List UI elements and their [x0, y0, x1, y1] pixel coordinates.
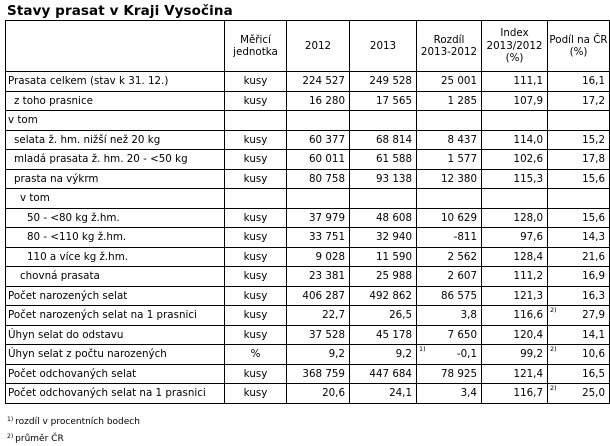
cell-share — [548, 286, 610, 306]
cell-index — [482, 325, 548, 345]
cell-difference-value: 7 650 — [448, 329, 477, 341]
table-row — [6, 169, 610, 189]
cell-2012 — [287, 111, 350, 131]
cell-difference — [417, 91, 482, 111]
cell-difference-value: 1 577 — [448, 153, 477, 165]
row-unit-value: kusy — [244, 251, 268, 263]
cell-difference-value: 12 380 — [441, 173, 477, 185]
row-label — [6, 267, 225, 287]
cell-index-value: 114,0 — [514, 134, 543, 146]
header-share: Podíl na ČR (%) — [548, 21, 610, 72]
row-label — [6, 208, 225, 228]
cell-index-value: 116,7 — [514, 387, 543, 399]
cell-share-value: 16,1 — [582, 75, 605, 87]
cell-index — [482, 228, 548, 248]
row-unit — [225, 286, 287, 306]
table-row — [6, 111, 610, 131]
cell-2013-value: 17 565 — [376, 95, 412, 107]
cell-share-value: 10,6 — [582, 348, 605, 360]
cell-share-value: 16,9 — [582, 270, 605, 282]
table-row — [6, 247, 610, 267]
row-unit-value: kusy — [244, 95, 268, 107]
cell-difference-value: -811 — [454, 231, 477, 243]
cell-difference — [417, 286, 482, 306]
cell-difference — [417, 130, 482, 150]
cell-index — [482, 286, 548, 306]
row-unit-value: kusy — [244, 387, 268, 399]
header-2012: 2012 — [287, 21, 350, 72]
row-label — [6, 364, 225, 384]
row-label-value: Počet odchovaných selat na 1 prasnici — [8, 387, 206, 399]
cell-2013-value: 93 138 — [376, 173, 412, 185]
row-label-value: Počet narozených selat — [8, 290, 127, 302]
table-row — [6, 267, 610, 287]
row-label-value: mladá prasata ž. hm. 20 - <50 kg — [14, 153, 188, 165]
cell-difference-value: 10 629 — [441, 212, 477, 224]
cell-difference-value: 3,4 — [461, 387, 477, 399]
cell-share-value: 16,5 — [582, 368, 605, 380]
header-difference: Rozdíl 2013-2012 — [417, 21, 482, 72]
cell-2013 — [350, 384, 417, 404]
row-unit-value: kusy — [244, 270, 268, 282]
footnote-1: $^{1)}$ rozdíl v procentních bodech — [7, 413, 140, 430]
row-label — [6, 247, 225, 267]
cell-2012 — [287, 384, 350, 404]
cell-2012-value: 22,7 — [322, 309, 345, 321]
cell-2013-value: 249 528 — [369, 75, 412, 87]
header-unit: Měřicí jednotka — [225, 21, 287, 72]
row-label — [6, 150, 225, 170]
row-label-value: v tom — [20, 192, 50, 204]
cell-share-value: 17,2 — [582, 95, 605, 107]
footnote-mark: 1) — [419, 346, 426, 353]
row-label-value: 50 - <80 kg ž.hm. — [27, 212, 120, 224]
footnotes — [7, 413, 140, 446]
cell-2013 — [350, 345, 417, 365]
cell-difference — [417, 150, 482, 170]
cell-share — [548, 130, 610, 150]
table-row — [6, 91, 610, 111]
cell-2013-value: 61 588 — [376, 153, 412, 165]
cell-index — [482, 247, 548, 267]
cell-difference — [417, 189, 482, 209]
cell-2013 — [350, 364, 417, 384]
table-row — [6, 364, 610, 384]
cell-index-value: 128,4 — [514, 251, 543, 263]
cell-2013-value: 9,2 — [396, 348, 412, 360]
cell-2013 — [350, 91, 417, 111]
cell-share — [548, 247, 610, 267]
cell-difference — [417, 325, 482, 345]
cell-index-value: 116,6 — [514, 309, 543, 321]
cell-difference-value: -0,1 — [457, 348, 477, 360]
cell-share — [548, 364, 610, 384]
cell-index — [482, 150, 548, 170]
row-unit — [225, 91, 287, 111]
row-label-value: z toho prasnice — [14, 95, 93, 107]
cell-share — [548, 150, 610, 170]
cell-index — [482, 130, 548, 150]
cell-2013-value: 68 814 — [376, 134, 412, 146]
cell-share — [548, 384, 610, 404]
cell-2012 — [287, 267, 350, 287]
row-unit — [225, 189, 287, 209]
cell-share — [548, 189, 610, 209]
cell-2012 — [287, 91, 350, 111]
row-unit — [225, 306, 287, 326]
cell-share-value: 15,6 — [582, 212, 605, 224]
table-row — [6, 384, 610, 404]
cell-index-value: 128,0 — [514, 212, 543, 224]
cell-2013-value: 492 862 — [369, 290, 412, 302]
cell-2013-value: 26,5 — [389, 309, 412, 321]
cell-difference — [417, 111, 482, 131]
cell-2012 — [287, 325, 350, 345]
footnote-mark: 2) — [550, 346, 557, 353]
cell-index — [482, 169, 548, 189]
cell-2012 — [287, 150, 350, 170]
cell-2012-value: 23 381 — [309, 270, 345, 282]
row-unit-value: kusy — [244, 212, 268, 224]
cell-share-value: 17,8 — [582, 153, 605, 165]
cell-2012 — [287, 306, 350, 326]
cell-index-value: 107,9 — [514, 95, 543, 107]
row-label — [6, 228, 225, 248]
cell-2012-value: 37 528 — [309, 329, 345, 341]
row-label — [6, 72, 225, 92]
cell-index — [482, 364, 548, 384]
row-label-value: Úhyn selat z počtu narozených — [8, 348, 167, 360]
row-unit — [225, 72, 287, 92]
cell-share — [548, 267, 610, 287]
row-unit-value: kusy — [244, 231, 268, 243]
cell-share-value: 25,0 — [582, 387, 605, 399]
row-unit-value: kusy — [244, 75, 268, 87]
row-label-value: Úhyn selat do odstavu — [8, 329, 123, 341]
row-unit — [225, 364, 287, 384]
cell-2012-value: 9 028 — [316, 251, 345, 263]
cell-2012-value: 37 979 — [309, 212, 345, 224]
cell-2012-value: 60 011 — [309, 153, 345, 165]
cell-2012-value: 20,6 — [322, 387, 345, 399]
row-label — [6, 345, 225, 365]
header-2013: 2013 — [350, 21, 417, 72]
row-label — [6, 169, 225, 189]
cell-difference — [417, 345, 482, 365]
cell-difference-value: 3,8 — [461, 309, 477, 321]
table-row — [6, 189, 610, 209]
row-label-value: v tom — [8, 114, 38, 126]
cell-share — [548, 111, 610, 131]
cell-share — [548, 169, 610, 189]
row-unit-value: kusy — [244, 309, 268, 321]
cell-2013 — [350, 325, 417, 345]
table-row — [6, 345, 610, 365]
cell-difference-value: 8 437 — [448, 134, 477, 146]
cell-share — [548, 72, 610, 92]
cell-2013-value: 24,1 — [389, 387, 412, 399]
cell-2012 — [287, 72, 350, 92]
row-unit-value: % — [251, 348, 261, 360]
row-label — [6, 111, 225, 131]
cell-index — [482, 208, 548, 228]
cell-difference — [417, 364, 482, 384]
cell-difference — [417, 228, 482, 248]
cell-2012 — [287, 345, 350, 365]
cell-share — [548, 325, 610, 345]
cell-2012 — [287, 286, 350, 306]
table-row — [6, 208, 610, 228]
row-label-value: Počet narozených selat na 1 prasnici — [8, 309, 197, 321]
row-label — [6, 130, 225, 150]
row-label-value: 80 - <110 kg ž.hm. — [27, 231, 126, 243]
cell-share-value: 14,1 — [582, 329, 605, 341]
cell-difference — [417, 384, 482, 404]
header-row — [6, 21, 610, 72]
header-label — [6, 21, 225, 72]
row-unit — [225, 228, 287, 248]
cell-share — [548, 306, 610, 326]
cell-difference — [417, 306, 482, 326]
cell-2012-value: 9,2 — [329, 348, 345, 360]
cell-2013-value: 32 940 — [376, 231, 412, 243]
cell-index — [482, 189, 548, 209]
cell-share-value: 16,3 — [582, 290, 605, 302]
header-index: Index 2013/2012 (%) — [482, 21, 548, 72]
cell-2012-value: 60 377 — [309, 134, 345, 146]
cell-share-value: 15,6 — [582, 173, 605, 185]
row-label — [6, 325, 225, 345]
cell-index — [482, 72, 548, 92]
cell-difference — [417, 208, 482, 228]
cell-difference — [417, 169, 482, 189]
table-title: Stavy prasat v Kraji Vysočina — [7, 3, 233, 19]
table-row — [6, 228, 610, 248]
cell-share-value: 14,3 — [582, 231, 605, 243]
cell-share — [548, 208, 610, 228]
cell-2013-value: 447 684 — [369, 368, 412, 380]
table-row — [6, 286, 610, 306]
row-unit-value: kusy — [244, 290, 268, 302]
cell-2012 — [287, 228, 350, 248]
cell-index-value: 111,2 — [514, 270, 543, 282]
cell-difference-value: 2 562 — [448, 251, 477, 263]
table-row — [6, 130, 610, 150]
row-label-value: Počet odchovaných selat — [8, 368, 136, 380]
row-label — [6, 286, 225, 306]
cell-difference-value: 78 925 — [441, 368, 477, 380]
cell-difference — [417, 247, 482, 267]
row-label — [6, 384, 225, 404]
row-unit-value: kusy — [244, 173, 268, 185]
cell-2013-value: 48 608 — [376, 212, 412, 224]
cell-2013-value: 45 178 — [376, 329, 412, 341]
row-unit — [225, 130, 287, 150]
table-row — [6, 306, 610, 326]
cell-share — [548, 228, 610, 248]
footnote-2: $^{2)}$ průměr ČR — [7, 430, 140, 446]
cell-2013 — [350, 72, 417, 92]
cell-2013 — [350, 208, 417, 228]
row-unit-value: kusy — [244, 329, 268, 341]
cell-2012 — [287, 189, 350, 209]
cell-2012-value: 33 751 — [309, 231, 345, 243]
cell-2013 — [350, 130, 417, 150]
cell-2012-value: 406 287 — [302, 290, 345, 302]
cell-2012-value: 16 280 — [309, 95, 345, 107]
cell-share-value: 21,6 — [582, 251, 605, 263]
cell-2013 — [350, 169, 417, 189]
cell-2013 — [350, 286, 417, 306]
row-unit — [225, 169, 287, 189]
cell-share — [548, 345, 610, 365]
cell-index-value: 97,6 — [520, 231, 543, 243]
row-unit-value: kusy — [244, 153, 268, 165]
cell-difference-value: 2 607 — [448, 270, 477, 282]
cell-index-value: 111,1 — [514, 75, 543, 87]
cell-index-value: 120,4 — [514, 329, 543, 341]
cell-2013 — [350, 150, 417, 170]
cell-index — [482, 111, 548, 131]
data-table — [5, 20, 610, 404]
footnote-mark: 2) — [550, 385, 557, 392]
cell-share-value: 27,9 — [582, 309, 605, 321]
cell-difference — [417, 267, 482, 287]
cell-2012-value: 80 758 — [309, 173, 345, 185]
cell-2012 — [287, 247, 350, 267]
row-label — [6, 91, 225, 111]
cell-share-value: 15,2 — [582, 134, 605, 146]
cell-2013-value: 25 988 — [376, 270, 412, 282]
row-label-value: chovná prasata — [20, 270, 100, 282]
cell-2012 — [287, 130, 350, 150]
row-unit — [225, 247, 287, 267]
cell-2012 — [287, 169, 350, 189]
cell-2012 — [287, 208, 350, 228]
cell-difference-value: 86 575 — [441, 290, 477, 302]
table-row — [6, 150, 610, 170]
cell-2013 — [350, 247, 417, 267]
cell-index — [482, 384, 548, 404]
table-row — [6, 325, 610, 345]
cell-index — [482, 91, 548, 111]
row-unit — [225, 208, 287, 228]
row-label-value: prasta na výkrm — [14, 173, 98, 185]
table-body — [6, 72, 610, 404]
row-label-value: Prasata celkem (stav k 31. 12.) — [8, 75, 168, 87]
cell-difference — [417, 72, 482, 92]
row-unit — [225, 111, 287, 131]
row-unit-value: kusy — [244, 134, 268, 146]
row-label — [6, 189, 225, 209]
row-label-value: 110 a více kg ž.hm. — [27, 251, 128, 263]
cell-index-value: 99,2 — [520, 348, 543, 360]
cell-2013 — [350, 228, 417, 248]
row-unit — [225, 384, 287, 404]
cell-2013 — [350, 306, 417, 326]
cell-index — [482, 345, 548, 365]
cell-index-value: 121,3 — [514, 290, 543, 302]
cell-2012-value: 224 527 — [302, 75, 345, 87]
row-unit — [225, 267, 287, 287]
cell-index-value: 102,6 — [514, 153, 543, 165]
cell-2013 — [350, 267, 417, 287]
row-label-value: selata ž. hm. nižší než 20 kg — [14, 134, 160, 146]
cell-difference-value: 25 001 — [441, 75, 477, 87]
cell-index — [482, 267, 548, 287]
row-unit — [225, 345, 287, 365]
cell-index-value: 121,4 — [514, 368, 543, 380]
cell-2013 — [350, 111, 417, 131]
row-label — [6, 306, 225, 326]
row-unit — [225, 325, 287, 345]
cell-index-value: 115,3 — [514, 173, 543, 185]
cell-2013 — [350, 189, 417, 209]
cell-2013-value: 11 590 — [376, 251, 412, 263]
cell-2012-value: 368 759 — [302, 368, 345, 380]
cell-share — [548, 91, 610, 111]
cell-difference-value: 1 285 — [448, 95, 477, 107]
cell-index — [482, 306, 548, 326]
cell-2012 — [287, 364, 350, 384]
footnote-mark: 2) — [550, 307, 557, 314]
row-unit — [225, 150, 287, 170]
table-row — [6, 72, 610, 92]
row-unit-value: kusy — [244, 368, 268, 380]
